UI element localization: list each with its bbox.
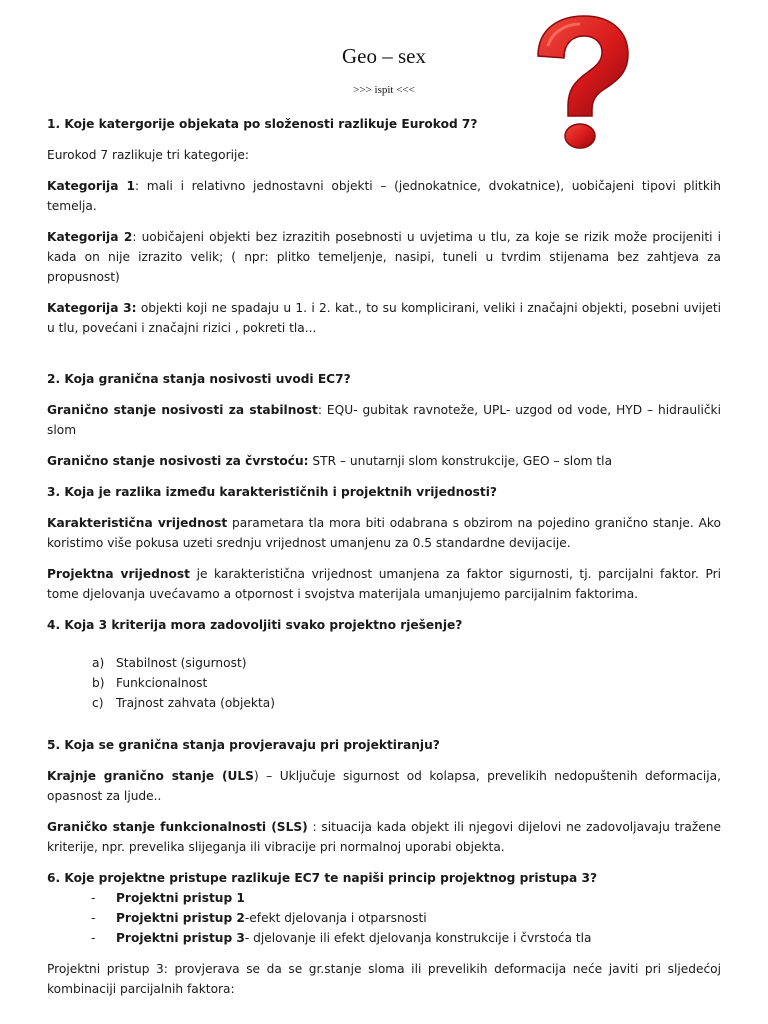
sls-label: Graničko stanje funkcionalnosti (SLS)	[47, 820, 308, 834]
document-subtitle: >>> ispit <<<	[353, 84, 415, 96]
category-2-label: Kategorija 2	[47, 230, 133, 244]
list-item: - Projektni pristup 2-efekt djelovanja i otparsnosti	[91, 911, 427, 925]
design-value-text: je karakteristična vrijednost umanjena za faktor sigurnosti, tj. parcijalni faktor. Pri tome djelovanja uvećavamo a otpornost i svojstva materijala umanjujemo parcijalnim faktorima.	[47, 567, 721, 601]
uls-label: Krajnje granično stanje (ULS	[47, 769, 254, 783]
category-2-text: : uobičajeni objekti bez izrazitih posebnosti u uvjetima u tlu, za koje se rizik može procijeniti i kada on nije izrazito velik; ( npr: plitko temeljenje, nasipi, tuneli u tvrdim stijenama bez zahtjeva za propusnost)	[47, 230, 722, 284]
design-approach-list	[47, 888, 721, 948]
q1-category-2	[47, 227, 721, 287]
question-1-title: 1. Koje katergorije objekata po složenosti razlikuje Eurokod 7?	[47, 117, 478, 131]
criteria-list	[47, 653, 721, 713]
q1-category-3	[47, 298, 721, 338]
question-3-title: 3. Koja je razlika između karakterističnih i projektnih vrijednosti?	[47, 485, 497, 499]
strength-text: STR – unutarnji slom konstrukcije, GEO – slom tla	[308, 454, 613, 468]
q3-characteristic	[47, 513, 721, 553]
stability-text: : EQU- gubitak ravnoteže, UPL- uzgod od vode, HYD – hidraulički slom	[47, 403, 721, 437]
sls-text: : situacija kada objekt ili njegovi dijelovi ne zadovoljavaju tražene kriterije, npr. prevelika slijeganja ili vibracije pri normalnoj uporabi objekta.	[47, 820, 721, 854]
strength-label: Granično stanje nosivosti za čvrstoću:	[47, 454, 309, 468]
characteristic-text: parametara tla mora biti odabrana s obzirom na pojedino granično stanje. Ako koristimo više pokusa uzeti srednju vrijednost umanjenu za 0.5 standardne devijacije.	[47, 516, 721, 550]
document-title: Geo – sex	[342, 44, 426, 68]
list-item: - Projektni pristup 3- djelovanje ili efekt djelovanja konstrukcije i čvrstoća tla	[91, 931, 592, 945]
q6-closing: Projektni pristup 3: provjerava se da se gr.stanje sloma ili prevelikih deformacija neće javiti pri sljedećoj kombinaciji parcijalnih faktora:	[47, 962, 721, 996]
category-3-label: Kategorija 3:	[47, 301, 137, 315]
q3-design-value	[47, 564, 721, 604]
list-item: c) Trajnost zahvata (objekta)	[92, 696, 275, 710]
q5-uls	[47, 766, 721, 806]
list-item: - Projektni pristup 1	[91, 891, 245, 905]
question-2-title: 2. Koja granična stanja nosivosti uvodi EC7?	[47, 372, 351, 386]
q5-sls	[47, 817, 721, 857]
category-1-text: : mali i relativno jednostavni objekti – (jednokatnice, dvokatnice), uobičajeni tipovi plitkih temelja.	[47, 179, 721, 213]
question-5-title: 5. Koja se granična stanja provjeravaju pri projektiranju?	[47, 738, 440, 752]
list-item: a) Stabilnost (sigurnost)	[92, 656, 247, 670]
stability-label: Granično stanje nosivosti za stabilnost	[47, 403, 318, 417]
q2-strength	[47, 451, 721, 471]
question-6-title: 6. Koje projektne pristupe razlikuje EC7 te napiši princip projektnog pristupa 3?	[47, 871, 598, 885]
q1-category-1	[47, 176, 721, 216]
characteristic-label: Karakteristična vrijednost	[47, 516, 228, 530]
list-item: b) Funkcionalnost	[92, 676, 208, 690]
document-body	[47, 114, 721, 999]
q2-stability	[47, 400, 721, 440]
category-3-text: objekti koji ne spadaju u 1. i 2. kat., to su komplicirani, veliki i značajni objekti, posebni uvijeti u tlu, povećani i značajni rizici , pokreti tla...	[47, 301, 721, 335]
design-value-label: Projektna vrijednost	[47, 567, 190, 581]
q1-intro: Eurokod 7 razlikuje tri kategorije:	[47, 148, 249, 162]
uls-text: ) – Uključuje sigurnost od kolapsa, prevelikih nedopuštenih deformacija, opasnost za ljude..	[47, 769, 721, 803]
category-1-label: Kategorija 1	[47, 179, 135, 193]
question-4-title: 4. Koja 3 kriterija mora zadovoljiti svako projektno rješenje?	[47, 618, 463, 632]
